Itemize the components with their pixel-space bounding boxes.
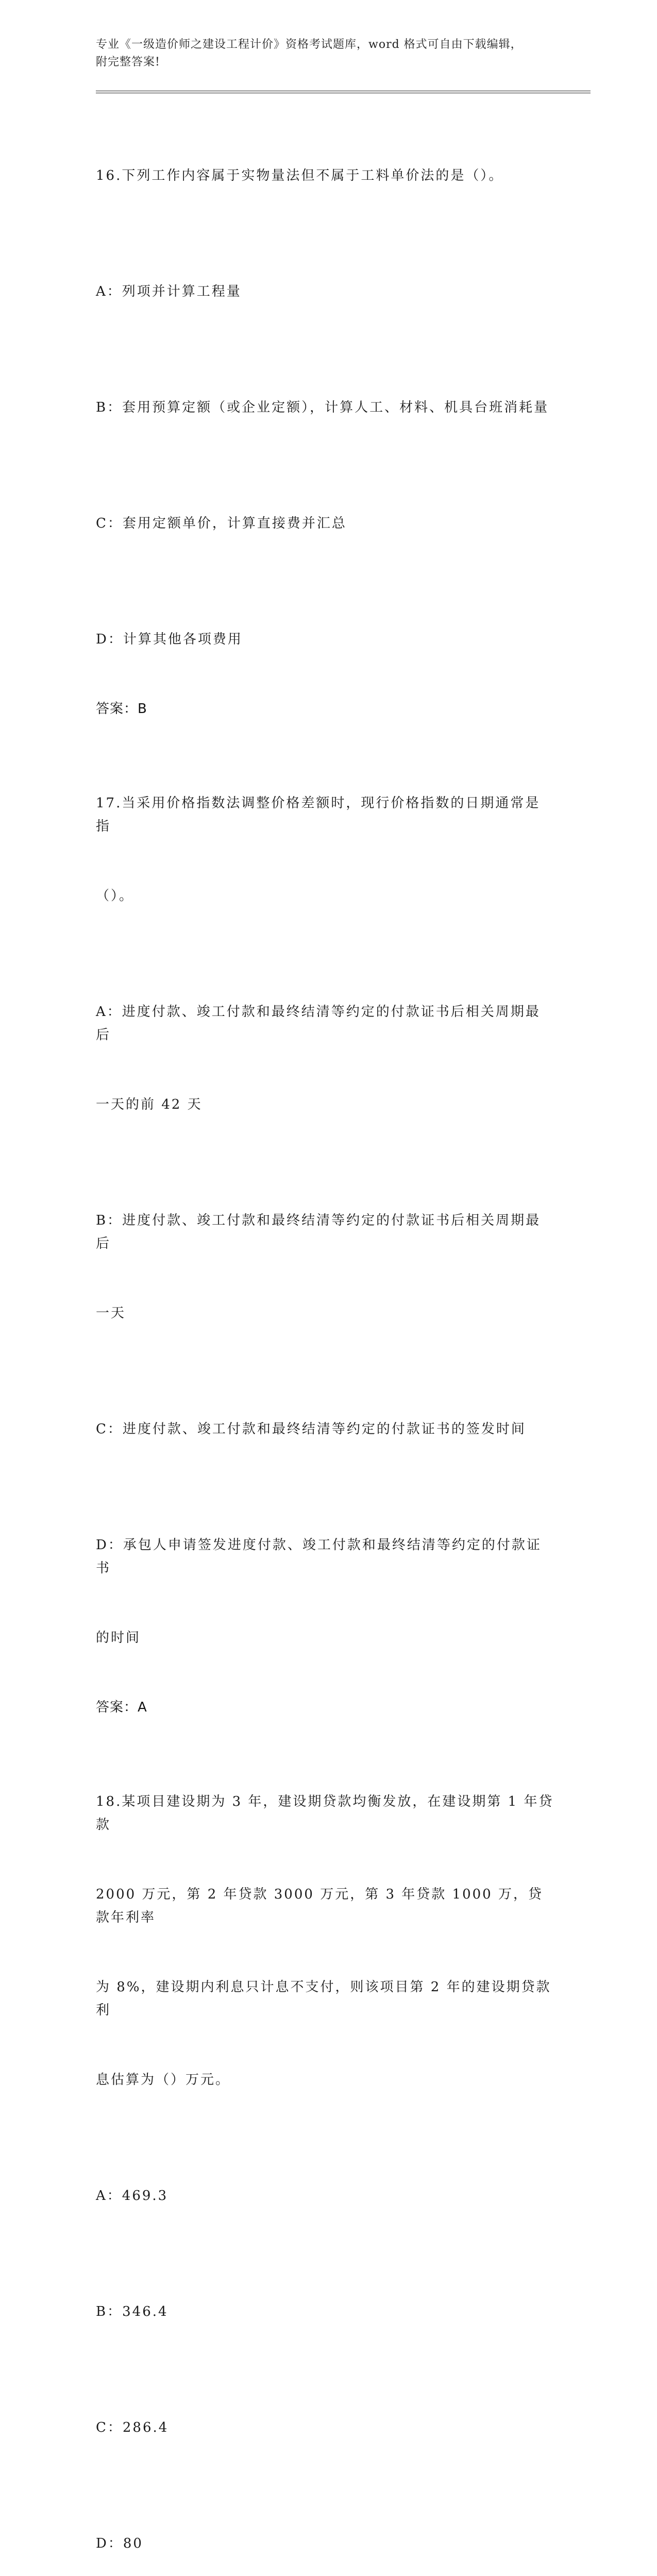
option-a xyxy=(96,954,554,1163)
question-stem xyxy=(96,118,554,234)
option-line: B：套用预算定额（或企业定额），计算人工、材料、机具台班消耗量 xyxy=(96,400,549,415)
option-line: C：套用定额单价，计算直接费并汇总 xyxy=(96,516,347,531)
header-divider xyxy=(96,91,591,93)
option-line: B：346.4 xyxy=(96,2304,169,2319)
question-stem-line: （）。 xyxy=(96,888,134,904)
question-stem-line: 16.下列工作内容属于实物量法但不属于工料单价法的是（）。 xyxy=(96,168,504,183)
option-c xyxy=(96,1371,554,1487)
option-line: A：469.3 xyxy=(96,2188,169,2204)
option-line: D：80 xyxy=(96,2536,143,2551)
option-b xyxy=(96,1163,554,1371)
answer-label: 答案：A xyxy=(96,1700,147,1715)
option-d xyxy=(96,582,554,698)
question-18 xyxy=(96,1744,591,2576)
option-line: A：进度付款、竣工付款和最终结清等约定的付款证书后相关周期最后 xyxy=(96,1004,541,1043)
option-line: C：进度付款、竣工付款和最终结清等约定的付款证书的签发时间 xyxy=(96,1421,526,1437)
document-header xyxy=(96,36,591,71)
question-stem-line: 息估算为（）万元。 xyxy=(96,2072,231,2088)
option-a xyxy=(96,234,554,350)
question-16 xyxy=(96,118,591,721)
question-stem-line: 17.当采用价格指数法调整价格差额时，现行价格指数的日期通常是指 xyxy=(96,795,541,834)
option-c xyxy=(96,2370,554,2486)
question-stem xyxy=(96,745,554,954)
option-line: C：286.4 xyxy=(96,2420,169,2435)
header-line-1: 专业《一级造价师之建设工程计价》资格考试题库，word 格式可自由下载编辑， xyxy=(96,38,523,51)
option-line: D：承包人申请签发进度付款、竣工付款和最终结清等约定的付款证书 xyxy=(96,1537,542,1576)
header-line-2: 附完整答案! xyxy=(96,56,160,69)
option-b xyxy=(96,2254,554,2370)
question-stem-line: 18.某项目建设期为 3 年，建设期贷款均衡发放，在建设期第 1 年贷款 xyxy=(96,1794,554,1833)
option-line: 一天 xyxy=(96,1306,126,1321)
option-line: 的时间 xyxy=(96,1630,141,1646)
document-page xyxy=(96,36,591,2576)
option-c xyxy=(96,466,554,582)
option-a xyxy=(96,2138,554,2254)
question-stem-line: 为 8%，建设期内利息只计息不支付，则该项目第 2 年的建设期贷款利 xyxy=(96,1979,551,2018)
question-stem-line: 2000 万元，第 2 年贷款 3000 万元，第 3 年贷款 1000 万，贷款年利率 xyxy=(96,1887,543,1925)
option-d xyxy=(96,2486,554,2576)
option-d xyxy=(96,1487,554,1696)
answer-label: 答案：B xyxy=(96,701,147,717)
option-line: A：列项并计算工程量 xyxy=(96,284,242,299)
question-17 xyxy=(96,745,591,1719)
question-stem xyxy=(96,1744,554,2138)
option-b xyxy=(96,350,554,466)
option-line: 一天的前 42 天 xyxy=(96,1097,203,1112)
option-line: B：进度付款、竣工付款和最终结清等约定的付款证书后相关周期最后 xyxy=(96,1213,541,1251)
option-line: D：计算其他各项费用 xyxy=(96,632,243,647)
